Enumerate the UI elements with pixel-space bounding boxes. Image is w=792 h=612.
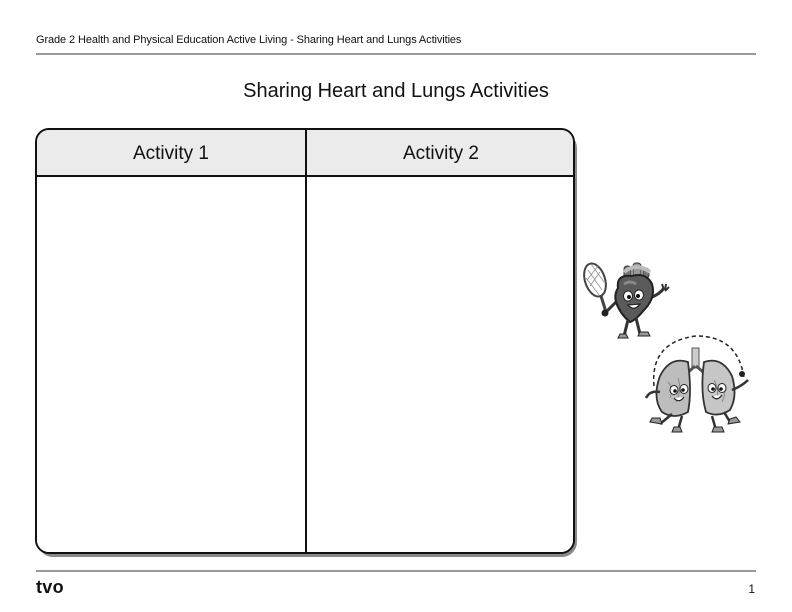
column-header-activity-1: Activity 1 — [132, 143, 210, 164]
footer-divider — [36, 570, 756, 572]
lungs-character-icon — [634, 332, 758, 440]
course-line: Grade 2 Health and Physical Education Active Living - Sharing Heart and Lungs Activities — [36, 34, 462, 46]
activity-table — [35, 128, 575, 554]
header-divider — [36, 53, 756, 55]
column-divider — [305, 130, 307, 552]
tennis-racket-icon — [580, 261, 610, 312]
activity-2-cell[interactable] — [307, 177, 573, 552]
tvo-logo: tvo — [36, 577, 64, 597]
page-title: Sharing Heart and Lungs Activities — [243, 80, 549, 102]
activity-1-cell[interactable] — [37, 177, 305, 552]
page-number: 1 — [748, 582, 755, 596]
column-header-activity-2: Activity 2 — [402, 143, 480, 164]
